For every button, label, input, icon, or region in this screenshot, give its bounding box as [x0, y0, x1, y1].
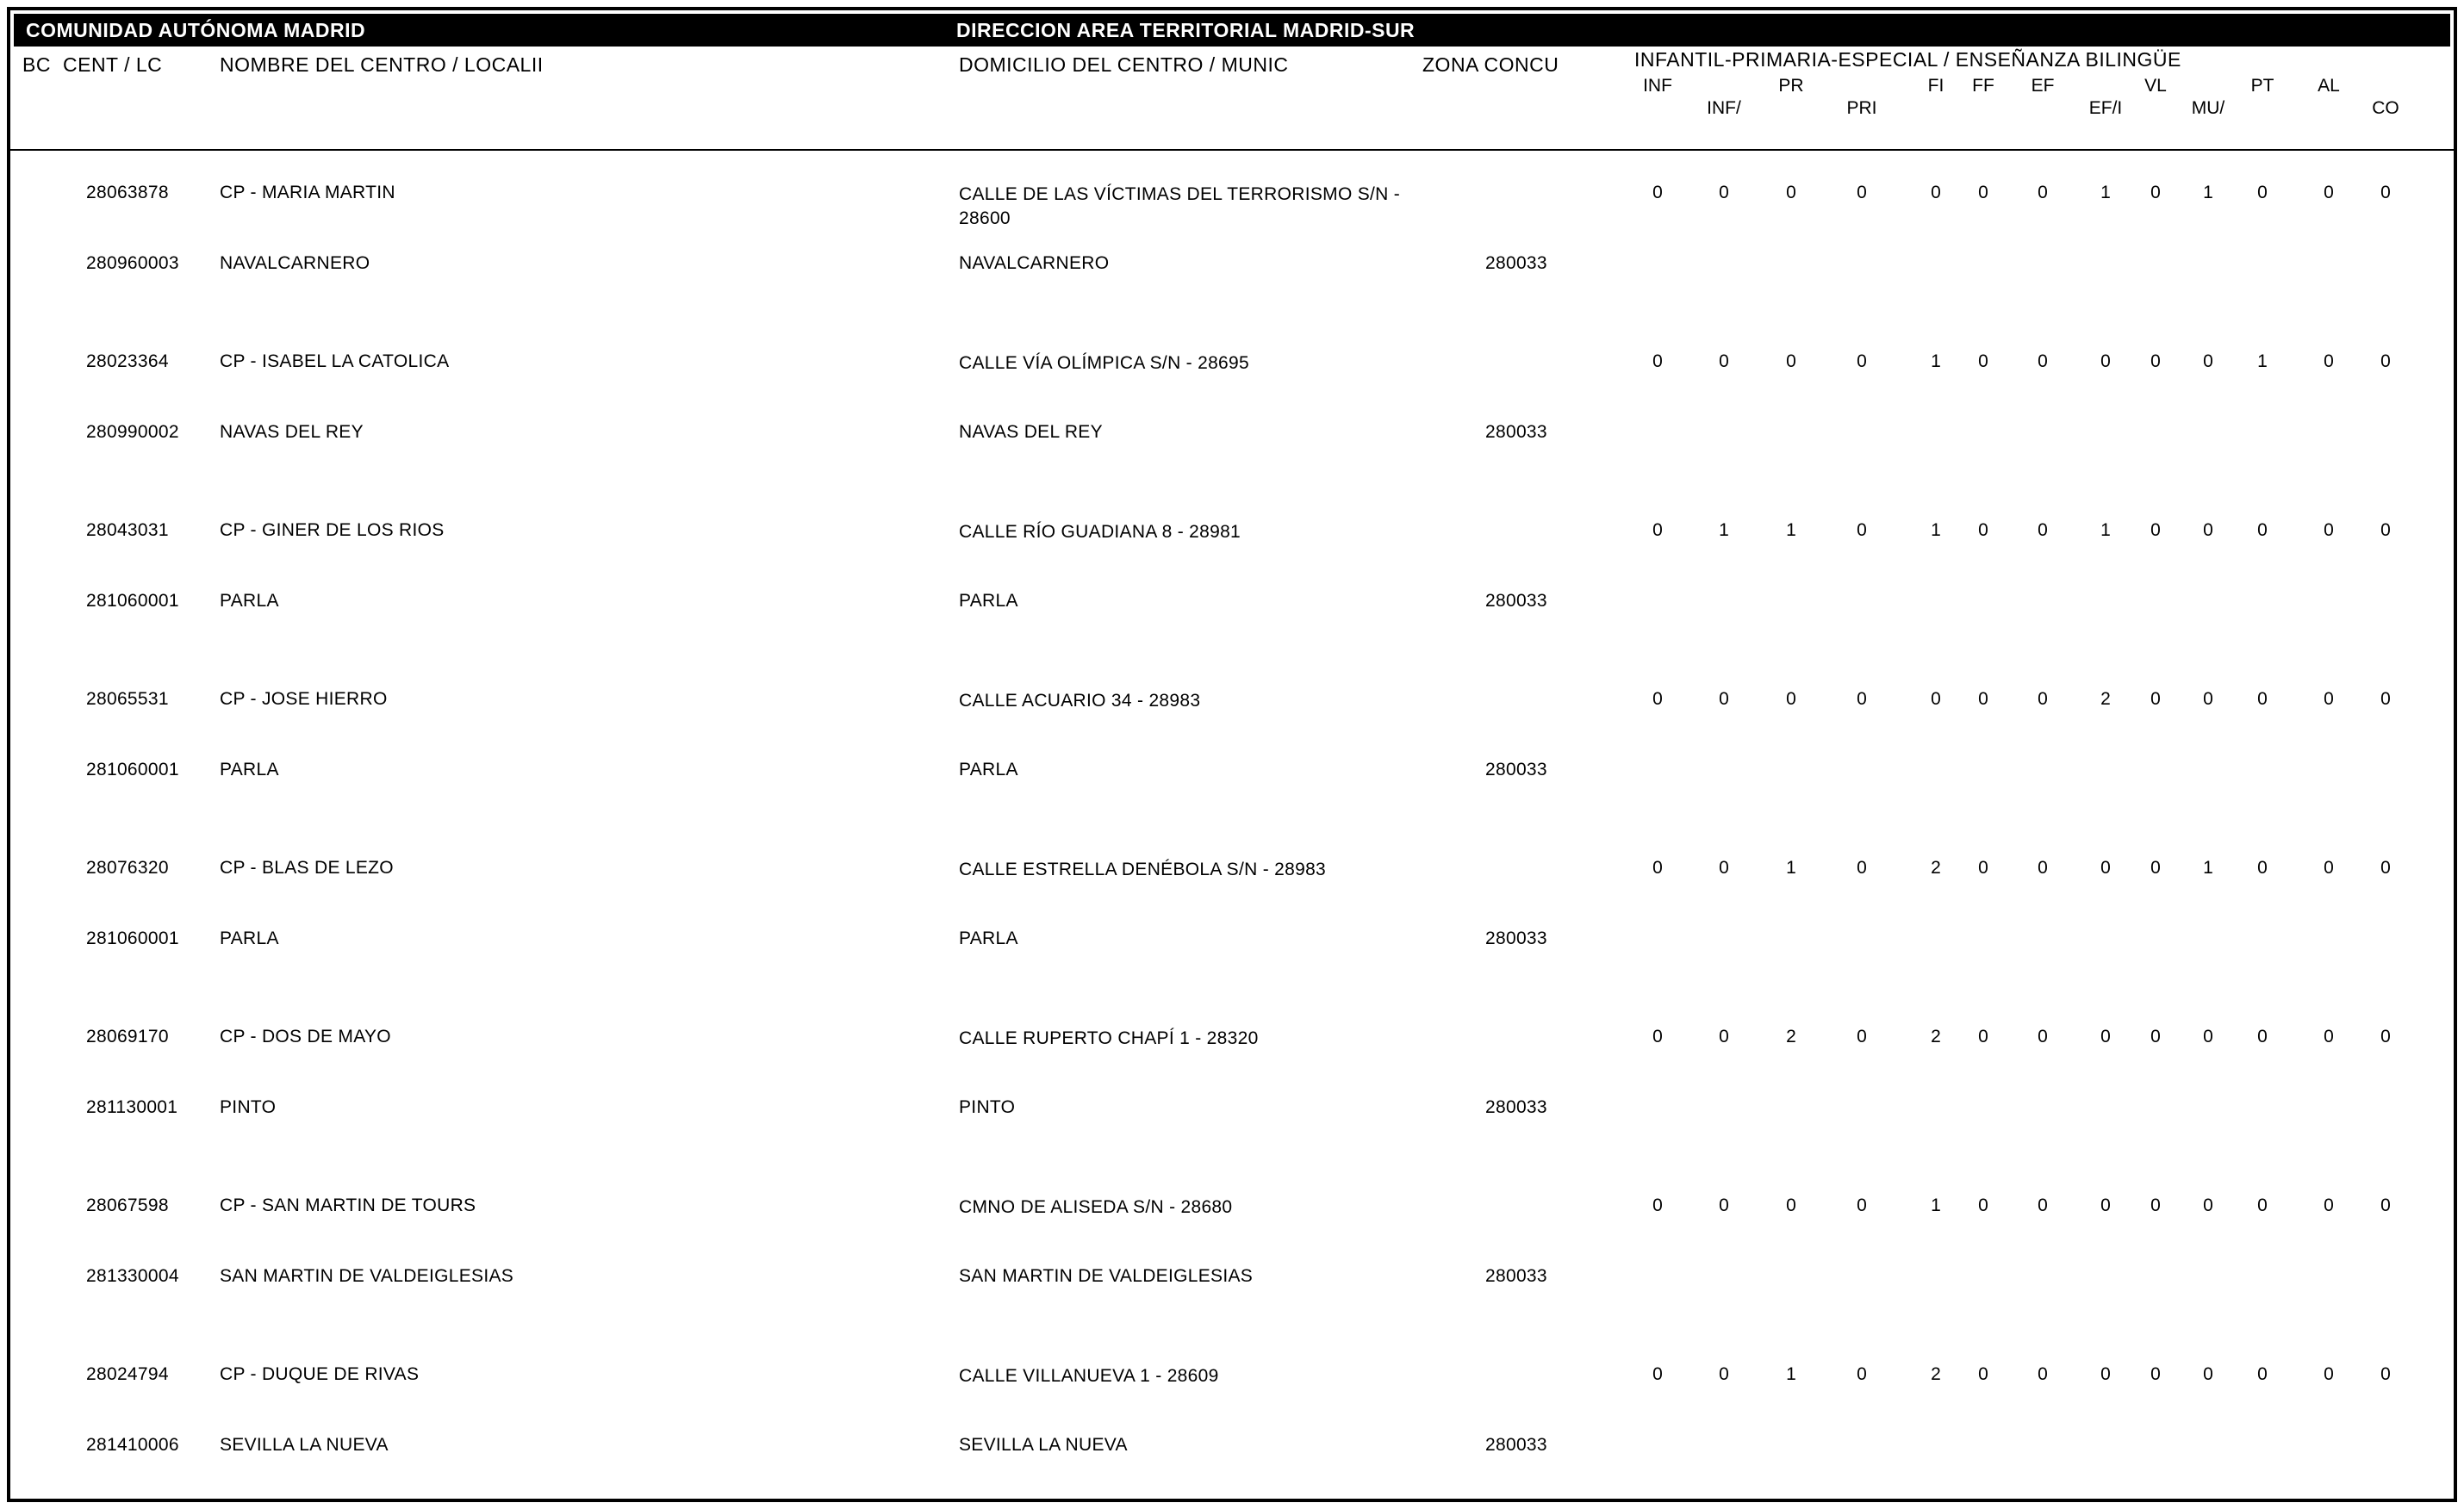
value-cell-vl: 0 — [2150, 689, 2161, 709]
center-address — [959, 858, 1571, 882]
value-cell-ef: 0 — [2038, 351, 2048, 371]
value-cell-vl: 0 — [2150, 520, 2161, 540]
value-cell-ef: 0 — [2038, 1364, 2048, 1384]
center-address — [959, 183, 1571, 231]
value-cell-fi: 2 — [1931, 1364, 1941, 1384]
value-cell-ff: 0 — [1978, 689, 1988, 709]
center-address — [959, 1195, 1571, 1220]
value-cell-efi: 0 — [2100, 1364, 2111, 1384]
center-address — [959, 520, 1571, 544]
value-cell-fi: 1 — [1931, 1195, 1941, 1215]
value-cell-pri: 0 — [1857, 689, 1867, 709]
value-cell-inf2: 0 — [1719, 858, 1729, 878]
value-cell-ff: 0 — [1978, 351, 1988, 371]
numeric-col-header-fi: FI — [1927, 76, 1944, 96]
locality-name: SAN MARTIN DE VALDEIGLESIAS — [220, 1266, 514, 1286]
value-cell-co: 0 — [2380, 689, 2391, 709]
value-cell-vl: 0 — [2150, 1195, 2161, 1215]
numeric-col-header-efi: EF/I — [2088, 98, 2123, 118]
col-group-title: INFANTIL-PRIMARIA-ESPECIAL / ENSEÑANZA BILINGÜE — [1634, 48, 2181, 71]
value-cell-pr: 0 — [1786, 351, 1796, 371]
numeric-col-header-ff: FF — [1972, 76, 1994, 96]
locality-code: 281060001 — [86, 760, 179, 779]
value-cell-vl: 0 — [2150, 1027, 2161, 1046]
locality-name: PINTO — [220, 1097, 277, 1117]
value-cell-inf: 0 — [1652, 689, 1663, 709]
value-cell-pt: 0 — [2257, 1027, 2268, 1046]
numeric-col-header-pri: PRI — [1846, 98, 1877, 118]
value-cell-ef: 0 — [2038, 183, 2048, 202]
value-cell-pri: 0 — [1857, 1364, 1867, 1384]
value-cell-inf: 0 — [1652, 858, 1663, 878]
locality-name: PARLA — [220, 928, 279, 948]
locality-code: 281060001 — [86, 591, 179, 611]
report-header-bar — [14, 14, 2450, 47]
region-title: COMUNIDAD AUTÓNOMA MADRID — [26, 19, 366, 41]
center-code: 28069170 — [86, 1027, 169, 1046]
zone-code: 280033 — [1485, 1266, 1547, 1286]
value-cell-ef: 0 — [2038, 689, 2048, 709]
value-cell-inf2: 1 — [1719, 520, 1729, 540]
numeric-col-header-ef: EF — [2031, 76, 2055, 96]
value-cell-pr: 1 — [1786, 1364, 1796, 1384]
value-cell-ef: 0 — [2038, 1027, 2048, 1046]
address-line-1: CALLE ACUARIO 34 - 28983 — [959, 691, 1201, 711]
table-row — [0, 491, 2464, 660]
value-cell-mu: 0 — [2203, 520, 2213, 540]
value-cell-pt: 0 — [2257, 858, 2268, 878]
locality-name: SEVILLA LA NUEVA — [220, 1435, 389, 1455]
table-row — [0, 322, 2464, 491]
value-cell-al: 0 — [2324, 183, 2334, 202]
municipality-name: PARLA — [959, 591, 1018, 611]
value-cell-pri: 0 — [1857, 1195, 1867, 1215]
municipality-name: PARLA — [959, 928, 1018, 948]
municipality-name: SEVILLA LA NUEVA — [959, 1435, 1128, 1455]
center-code: 28065531 — [86, 689, 169, 709]
center-name: CP - JOSE HIERRO — [220, 689, 388, 709]
value-cell-co: 0 — [2380, 858, 2391, 878]
municipality-name: PINTO — [959, 1097, 1016, 1117]
value-cell-vl: 0 — [2150, 183, 2161, 202]
address-line-1: CALLE VILLANUEVA 1 - 28609 — [959, 1366, 1219, 1386]
value-cell-inf2: 0 — [1719, 689, 1729, 709]
value-cell-al: 0 — [2324, 1364, 2334, 1384]
col-header-nombre: NOMBRE DEL CENTRO / LOCALII — [220, 53, 544, 76]
table-row — [0, 1166, 2464, 1335]
value-cell-al: 0 — [2324, 520, 2334, 540]
value-cell-pt: 0 — [2257, 689, 2268, 709]
value-cell-fi: 0 — [1931, 689, 1941, 709]
value-cell-vl: 0 — [2150, 1364, 2161, 1384]
value-cell-pri: 0 — [1857, 183, 1867, 202]
table-row — [0, 829, 2464, 997]
value-cell-pri: 0 — [1857, 520, 1867, 540]
value-cell-inf2: 0 — [1719, 1195, 1729, 1215]
value-cell-efi: 2 — [2100, 689, 2111, 709]
value-cell-inf: 0 — [1652, 520, 1663, 540]
value-cell-fi: 2 — [1931, 1027, 1941, 1046]
col-header-zona: ZONA CONCU — [1422, 53, 1559, 76]
value-cell-pt: 1 — [2257, 351, 2268, 371]
center-code: 28024794 — [86, 1364, 169, 1384]
value-cell-al: 0 — [2324, 351, 2334, 371]
value-cell-pt: 0 — [2257, 520, 2268, 540]
value-cell-pt: 0 — [2257, 1195, 2268, 1215]
value-cell-co: 0 — [2380, 1195, 2391, 1215]
table-row — [0, 153, 2464, 322]
value-cell-mu: 0 — [2203, 1195, 2213, 1215]
value-cell-inf2: 0 — [1719, 1364, 1729, 1384]
zone-code: 280033 — [1485, 591, 1547, 611]
address-line-1: CMNO DE ALISEDA S/N - 28680 — [959, 1197, 1233, 1217]
value-cell-pr: 1 — [1786, 520, 1796, 540]
address-line-1: CALLE RÍO GUADIANA 8 - 28981 — [959, 522, 1241, 542]
center-name: CP - GINER DE LOS RIOS — [220, 520, 445, 540]
locality-name: NAVALCARNERO — [220, 253, 370, 273]
zone-code: 280033 — [1485, 760, 1547, 779]
municipality-name: PARLA — [959, 760, 1018, 779]
numeric-col-header-pt: PT — [2250, 76, 2274, 96]
municipality-name: SAN MARTIN DE VALDEIGLESIAS — [959, 1266, 1254, 1286]
value-cell-pri: 0 — [1857, 1027, 1867, 1046]
center-name: CP - DOS DE MAYO — [220, 1027, 391, 1046]
locality-name: PARLA — [220, 760, 279, 779]
value-cell-fi: 1 — [1931, 351, 1941, 371]
value-cell-co: 0 — [2380, 520, 2391, 540]
center-code: 28043031 — [86, 520, 169, 540]
center-name: CP - ISABEL LA CATOLICA — [220, 351, 450, 371]
municipality-name: NAVAS DEL REY — [959, 422, 1103, 442]
value-cell-efi: 0 — [2100, 1027, 2111, 1046]
value-cell-inf: 0 — [1652, 1195, 1663, 1215]
center-code: 28063878 — [86, 183, 169, 202]
value-cell-ff: 0 — [1978, 1027, 1988, 1046]
value-cell-mu: 0 — [2203, 351, 2213, 371]
locality-code: 280990002 — [86, 422, 179, 442]
value-cell-pr: 0 — [1786, 183, 1796, 202]
value-cell-fi: 2 — [1931, 858, 1941, 878]
municipality-name: NAVALCARNERO — [959, 253, 1110, 273]
address-line-1: CALLE DE LAS VÍCTIMAS DEL TERRORISMO S/N - — [959, 184, 1401, 204]
numeric-col-header-vl: VL — [2144, 76, 2167, 96]
center-name: CP - BLAS DE LEZO — [220, 858, 394, 878]
value-cell-al: 0 — [2324, 858, 2334, 878]
value-cell-inf2: 0 — [1719, 351, 1729, 371]
value-cell-ef: 0 — [2038, 858, 2048, 878]
value-cell-efi: 1 — [2100, 520, 2111, 540]
value-cell-ff: 0 — [1978, 858, 1988, 878]
address-line-1: CALLE ESTRELLA DENÉBOLA S/N - 28983 — [959, 860, 1327, 879]
center-code: 28067598 — [86, 1195, 169, 1215]
center-name: CP - DUQUE DE RIVAS — [220, 1364, 420, 1384]
value-cell-pr: 0 — [1786, 1195, 1796, 1215]
territorial-direction-title: DIRECCION AREA TERRITORIAL MADRID-SUR — [956, 19, 1416, 41]
center-code: 28023364 — [86, 351, 169, 371]
numeric-col-header-inf: INF — [1643, 76, 1672, 96]
value-cell-pr: 0 — [1786, 689, 1796, 709]
numeric-col-header-co: CO — [2372, 98, 2399, 118]
locality-name: PARLA — [220, 591, 279, 611]
value-cell-mu: 1 — [2203, 858, 2213, 878]
table-body — [0, 153, 2464, 1504]
value-cell-inf: 0 — [1652, 1027, 1663, 1046]
zone-code: 280033 — [1485, 1435, 1547, 1455]
center-address — [959, 351, 1571, 376]
center-address — [959, 689, 1571, 713]
value-cell-fi: 0 — [1931, 183, 1941, 202]
value-cell-ff: 0 — [1978, 183, 1988, 202]
table-row — [0, 997, 2464, 1166]
value-cell-ef: 0 — [2038, 520, 2048, 540]
value-cell-ff: 0 — [1978, 520, 1988, 540]
value-cell-inf: 0 — [1652, 1364, 1663, 1384]
value-cell-efi: 1 — [2100, 183, 2111, 202]
zone-code: 280033 — [1485, 1097, 1547, 1117]
value-cell-mu: 0 — [2203, 689, 2213, 709]
zone-code: 280033 — [1485, 253, 1547, 273]
value-cell-ff: 0 — [1978, 1195, 1988, 1215]
locality-code: 281060001 — [86, 928, 179, 948]
value-cell-pri: 0 — [1857, 858, 1867, 878]
numeric-col-header-mu: MU/ — [2191, 98, 2225, 118]
locality-code: 281130001 — [86, 1097, 178, 1117]
address-line-1: CALLE VÍA OLÍMPICA S/N - 28695 — [959, 353, 1249, 373]
numeric-col-header-al: AL — [2318, 76, 2340, 96]
center-code: 28076320 — [86, 858, 169, 878]
value-cell-inf: 0 — [1652, 351, 1663, 371]
value-cell-vl: 0 — [2150, 858, 2161, 878]
locality-name: NAVAS DEL REY — [220, 422, 364, 442]
value-cell-ef: 0 — [2038, 1195, 2048, 1215]
table-row — [0, 660, 2464, 829]
center-address — [959, 1027, 1571, 1051]
value-cell-pt: 0 — [2257, 183, 2268, 202]
value-cell-al: 0 — [2324, 689, 2334, 709]
col-header-domicilio: DOMICILIO DEL CENTRO / MUNIC — [959, 53, 1289, 76]
locality-code: 281330004 — [86, 1266, 179, 1286]
center-address — [959, 1364, 1571, 1388]
value-cell-pr: 1 — [1786, 858, 1796, 878]
value-cell-efi: 0 — [2100, 858, 2111, 878]
value-cell-mu: 1 — [2203, 183, 2213, 202]
value-cell-vl: 0 — [2150, 351, 2161, 371]
header-divider — [10, 149, 2454, 151]
value-cell-ff: 0 — [1978, 1364, 1988, 1384]
locality-code: 281410006 — [86, 1435, 179, 1455]
value-cell-al: 0 — [2324, 1027, 2334, 1046]
address-line-2: 28600 — [959, 208, 1011, 228]
value-cell-co: 0 — [2380, 1364, 2391, 1384]
value-cell-efi: 0 — [2100, 1195, 2111, 1215]
address-line-1: CALLE RUPERTO CHAPÍ 1 - 28320 — [959, 1028, 1259, 1048]
value-cell-co: 0 — [2380, 1027, 2391, 1046]
value-cell-pr: 2 — [1786, 1027, 1796, 1046]
value-cell-al: 0 — [2324, 1195, 2334, 1215]
value-cell-fi: 1 — [1931, 520, 1941, 540]
value-cell-mu: 0 — [2203, 1027, 2213, 1046]
value-cell-co: 0 — [2380, 351, 2391, 371]
value-cell-inf: 0 — [1652, 183, 1663, 202]
locality-code: 280960003 — [86, 253, 179, 273]
zone-code: 280033 — [1485, 928, 1547, 948]
col-header-bc: BC — [22, 53, 51, 76]
numeric-col-header-inf2: INF/ — [1707, 98, 1741, 118]
col-header-cent-loc: CENT / LC — [63, 53, 163, 76]
value-cell-inf2: 0 — [1719, 183, 1729, 202]
value-cell-co: 0 — [2380, 183, 2391, 202]
value-cell-efi: 0 — [2100, 351, 2111, 371]
value-cell-pt: 0 — [2257, 1364, 2268, 1384]
numeric-col-header-pr: PR — [1778, 76, 1804, 96]
center-name: CP - MARIA MARTIN — [220, 183, 395, 202]
value-cell-pri: 0 — [1857, 351, 1867, 371]
table-row — [0, 1335, 2464, 1504]
center-name: CP - SAN MARTIN DE TOURS — [220, 1195, 476, 1215]
zone-code: 280033 — [1485, 422, 1547, 442]
value-cell-mu: 0 — [2203, 1364, 2213, 1384]
value-cell-inf2: 0 — [1719, 1027, 1729, 1046]
